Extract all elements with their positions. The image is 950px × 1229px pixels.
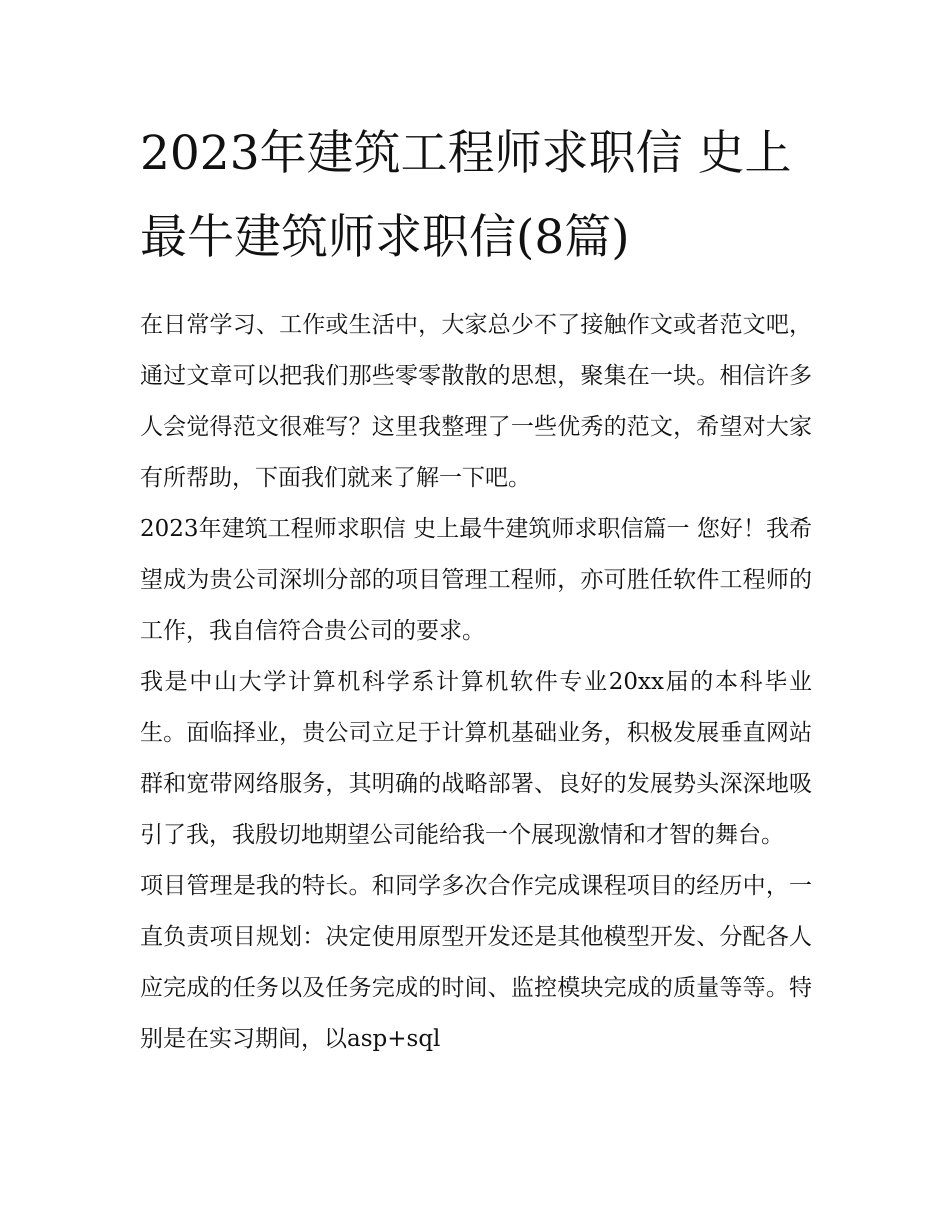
education-paragraph: 我是中山大学计算机科学系计算机软件专业20xx届的本科毕业生。面临择业，贵公司立足于计算机基础业务，积极发展垂直网站群和宽带网络服务，其明确的战略部署、良好的发展势头深深地吸引了我，我殷切地期望公司能给我一个展现激情和才智的舞台。	[140, 669, 812, 848]
project-management-paragraph: 项目管理是我的特长。和同学多次合作完成课程项目的经历中，一直负责项目规划：决定使用原型开发还是其他模型开发、分配各人应完成的任务以及任务完成的时间、监控模块完成的质量等等。特别是在实习期间，以asp+sql	[140, 873, 812, 1052]
intro-paragraph: 在日常学习、工作或生活中，大家总少不了接触作文或者范文吧，通过文章可以把我们那些零零散散的思想，聚集在一块。相信许多人会觉得范文很难写？这里我整理了一些优秀的范文，希望对大家有所帮助，下面我们就来了解一下吧。	[140, 312, 812, 491]
letter-opening-paragraph: 2023年建筑工程师求职信 史上最牛建筑师求职信篇一 您好！我希望成为贵公司深圳分部的项目管理工程师，亦可胜任软件工程师的工作，我自信符合贵公司的要求。	[140, 516, 812, 644]
document-page	[140, 112, 812, 1065]
document-title: 2023年建筑工程师求职信 史上最牛建筑师求职信(8篇)	[140, 126, 792, 265]
